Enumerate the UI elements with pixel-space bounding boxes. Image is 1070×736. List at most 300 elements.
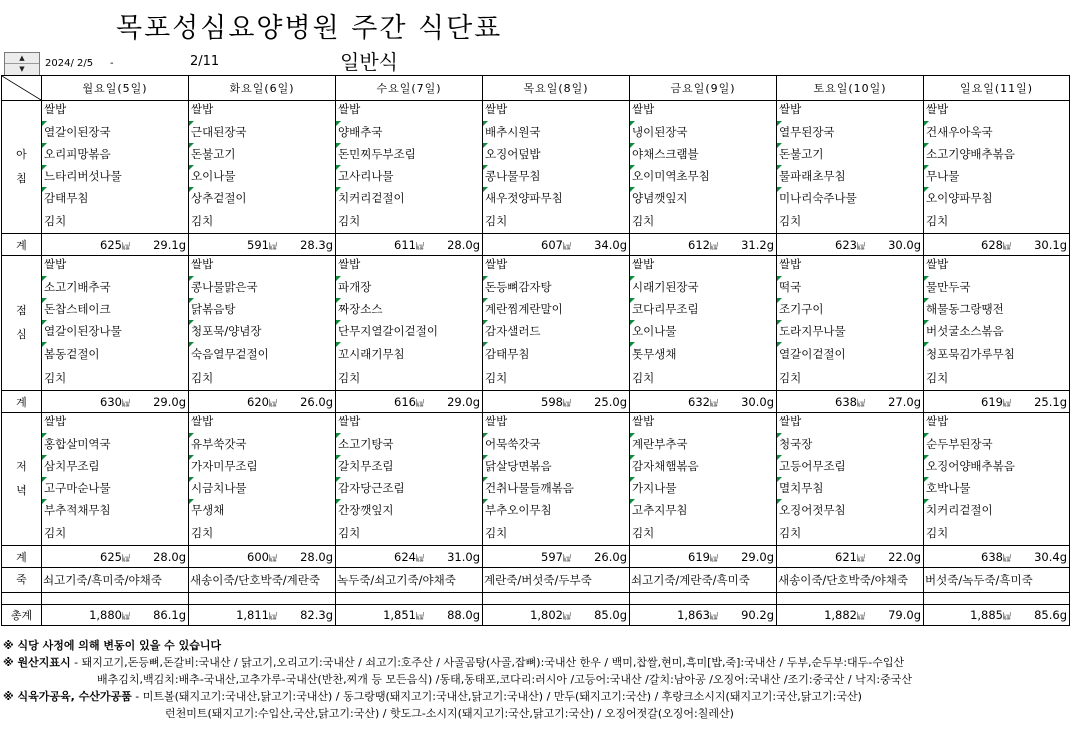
day-header: 화요일(6일): [189, 76, 336, 101]
kcal-value: [688, 395, 718, 409]
menu-item: 소고기배추국: [42, 276, 188, 298]
protein-value: 29.0g: [153, 394, 186, 409]
kcal-number: 616: [394, 394, 416, 409]
kcal-unit: ㎉: [122, 553, 130, 563]
total-kcal: [677, 608, 718, 622]
kcal-unit: ㎉: [416, 553, 424, 563]
kcal-value: [835, 395, 865, 409]
breakfast-cell: [189, 101, 336, 234]
kcal-value: [247, 550, 277, 564]
dinner-sum-cell: [42, 546, 189, 568]
protein-value: 31.0g: [447, 549, 480, 564]
lunch-sum-row: [2, 391, 1070, 413]
protein-value: 31.2g: [741, 237, 774, 252]
spacer-cell: [336, 593, 483, 605]
menu-item: 갈치무조림: [336, 455, 482, 477]
porridge-cell: [630, 568, 777, 593]
menu-item: 콩나물맑은국: [189, 276, 335, 298]
sum-values: [630, 547, 776, 567]
kcal-unit: ㎉: [269, 553, 277, 563]
breakfast-sum-row: [2, 234, 1070, 256]
breakfast-sum-cell: [42, 234, 189, 256]
kcal-unit: ㎉: [563, 553, 571, 563]
porridge-text: 새송이죽/단호박죽/야채죽: [778, 573, 908, 587]
menu-item: 닭살당면볶음: [483, 455, 629, 477]
kcal-unit: ㎉: [1003, 241, 1011, 251]
day-header: 금요일(9일): [630, 76, 777, 101]
total-protein: 88.0g: [447, 608, 480, 622]
menu-item: 고사리나물: [336, 165, 482, 187]
total-values: [924, 605, 1069, 625]
total-kcal-number: 1,885: [970, 608, 1003, 622]
menu-item: 돈불고기: [777, 143, 923, 165]
menu-item: 쌀밥: [485, 102, 508, 116]
kcal-number: 612: [688, 237, 710, 252]
menu-item: 건새우아욱국: [924, 121, 1069, 143]
lunch-sum-cell: [483, 391, 630, 413]
date-to: 2/11: [190, 54, 220, 69]
total-kcal-number: 1,811: [236, 608, 269, 622]
kcal-unit: ㎉: [122, 241, 130, 251]
kcal-number: 600: [247, 549, 269, 564]
day-header: 일요일(11일): [924, 76, 1070, 101]
kcal-unit: ㎉: [710, 398, 718, 408]
processed-line: ※ 식육가공육, 수산가공품 - 미트볼(돼지고기:국내산,닭고기:국내산) / 동그랑땡(돼지고기:국내산,닭고기:국내산) / 만두(돼지고기:국산) / 후랑크소시지(돼지고기:국산,닭고기:국산): [3, 690, 862, 703]
sum-values: [777, 235, 923, 255]
menu-item: 해물동그랑땡전: [924, 298, 1069, 320]
kcal-unit: ㎉: [269, 241, 277, 251]
day-header: 목요일(8일): [483, 76, 630, 101]
menu-item: 가자미무조림: [189, 455, 335, 477]
menu-item: 김치: [191, 371, 214, 385]
lunch-sum-cell: [777, 391, 924, 413]
porridge-cell: [483, 568, 630, 593]
menu-item: 봄동겉절이: [42, 342, 188, 366]
dinner-sum-cell: [336, 546, 483, 568]
total-cell: [777, 605, 924, 626]
total-kcal: [970, 608, 1011, 622]
total-cell: [630, 605, 777, 626]
menu-item: 오리피망볶음: [42, 143, 188, 165]
menu-item: 야채스크램블: [630, 143, 776, 165]
weekly-menu-table: [1, 75, 1070, 626]
kcal-number: 597: [541, 549, 563, 564]
menu-item: 톳무생채: [630, 342, 776, 366]
total-cell: [483, 605, 630, 626]
protein-value: 30.4g: [1034, 549, 1067, 564]
sum-values: [336, 235, 482, 255]
kcal-unit: ㎉: [416, 241, 424, 251]
kcal-unit: ㎉: [122, 398, 130, 408]
kcal-number: 619: [981, 394, 1003, 409]
lunch-sum-cell: [336, 391, 483, 413]
sum-values: [42, 235, 188, 255]
menu-item: 치커리겉절이: [336, 187, 482, 209]
menu-item: 쌀밥: [44, 102, 67, 116]
menu-item: 김치: [485, 371, 508, 385]
total-kcal: [824, 608, 865, 622]
kcal-unit: ㎉: [1003, 553, 1011, 563]
kcal-value: [247, 395, 277, 409]
total-values: [483, 605, 629, 625]
porridge-text: 버섯죽/녹두죽/흑미죽: [925, 573, 1033, 587]
menu-item: 쌀밥: [779, 414, 802, 428]
corner-cell: [2, 76, 42, 101]
menu-item: 돈불고기: [189, 143, 335, 165]
menu-item: 감자당근조림: [336, 477, 482, 499]
lunch-label-char: 점: [16, 304, 27, 317]
menu-item: 부추오이무침: [483, 499, 629, 521]
kcal-unit: ㎉: [710, 612, 718, 621]
porridge-row: [2, 568, 1070, 593]
lunch-cell: [630, 256, 777, 391]
kcal-number: 607: [541, 237, 563, 252]
breakfast-cell: [483, 101, 630, 234]
protein-value: 28.0g: [300, 549, 333, 564]
page-title: 목포성심요양병원 주간 식단표: [116, 13, 503, 44]
kcal-unit: ㎉: [710, 553, 718, 563]
dinner-cell: [630, 413, 777, 546]
menu-item: 쌀밥: [632, 102, 655, 116]
kcal-value: [541, 238, 571, 252]
dinner-label: [2, 413, 42, 546]
kcal-number: 620: [247, 394, 269, 409]
protein-value: 26.0g: [594, 549, 627, 564]
notes: [3, 637, 1069, 722]
dinner-label-char: 녁: [16, 484, 27, 497]
menu-item: 오이미역초무침: [630, 165, 776, 187]
porridge-cell: [42, 568, 189, 593]
total-protein: 82.3g: [300, 608, 333, 622]
kcal-number: 624: [394, 549, 416, 564]
dinner-cell: [924, 413, 1070, 546]
menu-item: 소고기양배추볶음: [924, 143, 1069, 165]
protein-value: 30.1g: [1034, 237, 1067, 252]
menu-item: 김치: [44, 214, 67, 228]
menu-item: 어묵쑥갓국: [483, 433, 629, 455]
menu-item: 간장깻잎지: [336, 499, 482, 521]
spacer-cell: [42, 593, 189, 605]
dinner-cell: [777, 413, 924, 546]
kcal-value: [981, 395, 1011, 409]
menu-item: 물파래초무침: [777, 165, 923, 187]
menu-item: 코다리무조림: [630, 298, 776, 320]
breakfast-cell: [42, 101, 189, 234]
protein-value: 29.0g: [741, 549, 774, 564]
menu-item: 오이양파무침: [924, 187, 1069, 209]
menu-item: 열무된장국: [777, 121, 923, 143]
menu-item: 쌀밥: [44, 414, 67, 428]
lunch-cell: [336, 256, 483, 391]
menu-item: 고구마순나물: [42, 477, 188, 499]
menu-item: 멸치무침: [777, 477, 923, 499]
protein-value: 27.0g: [888, 394, 921, 409]
dinner-cell: [189, 413, 336, 546]
kcal-number: 625: [100, 549, 122, 564]
kcal-value: [835, 550, 865, 564]
menu-item: 쌀밥: [338, 257, 361, 271]
menu-item: 김치: [44, 371, 67, 385]
lunch-label-char: 심: [16, 328, 27, 341]
kcal-number: 625: [100, 237, 122, 252]
lunch-row: [2, 256, 1070, 391]
kcal-value: [688, 238, 718, 252]
menu-item: 김치: [191, 214, 214, 228]
protein-value: 28.0g: [153, 549, 186, 564]
day-header-row: [2, 76, 1070, 101]
date-spinner[interactable]: [4, 52, 40, 76]
protein-value: 25.1g: [1034, 394, 1067, 409]
menu-item: 배추시원국: [483, 121, 629, 143]
menu-item: 돈찹스테이크: [42, 298, 188, 320]
kcal-unit: ㎉: [857, 398, 865, 408]
spin-down-button[interactable]: ▼: [19, 65, 25, 73]
kcal-value: [541, 550, 571, 564]
total-cell: [336, 605, 483, 626]
menu-item: 냉이된장국: [630, 121, 776, 143]
total-kcal-number: 1,802: [530, 608, 563, 622]
total-row: [2, 605, 1070, 626]
total-values: [189, 605, 335, 625]
lunch-cell: [189, 256, 336, 391]
processed-line-2: 런천미트(돼지고기:수입산,국산,닭고기:국산) / 핫도그-소시지(돼지고기:국산,닭고기:국산) / 오징어젓갈(오징어:칠레산): [165, 707, 734, 720]
menu-item: 감자채햄볶음: [630, 455, 776, 477]
dinner-sum-cell: [483, 546, 630, 568]
dinner-sum-row: [2, 546, 1070, 568]
sum-values: [777, 392, 923, 412]
kcal-value: [394, 395, 424, 409]
origin-line: ※ 원산지표시 - 돼지고기,돈등뼈,돈갈비:국내산 / 닭고기,오리고기:국내산 / 쇠고기:호주산 / 사골곰탕(사골,잡뼈):국내산 한우 / 백미,찹쌀,현미,흑미[밥,죽]:국내산 / 두부,순두부:대두-수입산: [3, 656, 905, 669]
menu-item: 쌀밥: [191, 414, 214, 428]
kcal-unit: ㎉: [1003, 612, 1011, 621]
kcal-value: [394, 238, 424, 252]
menu-item: 김치: [632, 371, 655, 385]
menu-item: 유부쑥갓국: [189, 433, 335, 455]
menu-item: 김치: [191, 526, 214, 540]
kcal-value: [100, 238, 130, 252]
breakfast-cell: [924, 101, 1070, 234]
menu-item: 부추적채무침: [42, 499, 188, 521]
menu-item: 김치: [779, 371, 802, 385]
protein-value: 25.0g: [594, 394, 627, 409]
menu-item: 감태무침: [42, 187, 188, 209]
sum-values: [336, 547, 482, 567]
sum-values: [42, 392, 188, 412]
lunch-cell: [483, 256, 630, 391]
menu-item: 고등어무조림: [777, 455, 923, 477]
kcal-number: 621: [835, 549, 857, 564]
day-header: 수요일(7일): [336, 76, 483, 101]
total-values: [630, 605, 776, 625]
menu-item: 쌀밥: [926, 257, 949, 271]
lunch-sum-cell: [189, 391, 336, 413]
kcal-value: [100, 550, 130, 564]
menu-item: 미나리숙주나물: [777, 187, 923, 209]
sum-label: 계: [2, 234, 42, 256]
menu-item: 오이나물: [189, 165, 335, 187]
menu-item: 쌀밥: [779, 102, 802, 116]
protein-value: 28.3g: [300, 237, 333, 252]
menu-item: 건취나물들깨볶음: [483, 477, 629, 499]
menu-item: 김치: [926, 214, 949, 228]
sum-label: 계: [2, 391, 42, 413]
menu-item: 짜장소스: [336, 298, 482, 320]
kcal-unit: ㎉: [563, 612, 571, 621]
total-protein: 79.0g: [888, 608, 921, 622]
dinner-sum-cell: [630, 546, 777, 568]
kcal-unit: ㎉: [416, 612, 424, 621]
menu-item: 청포묵/양념장: [189, 320, 335, 342]
total-kcal-number: 1,880: [89, 608, 122, 622]
porridge-cell: [777, 568, 924, 593]
breakfast-sum-cell: [336, 234, 483, 256]
menu-item: 시금치나물: [189, 477, 335, 499]
breakfast-sum-cell: [483, 234, 630, 256]
sum-values: [42, 547, 188, 567]
total-protein: 86.1g: [153, 608, 186, 622]
menu-item: 느타리버섯나물: [42, 165, 188, 187]
menu-item: 조기구이: [777, 298, 923, 320]
date-separator: -: [110, 58, 114, 69]
menu-item: 돈등뼈감자탕: [483, 276, 629, 298]
menu-item: 쌀밥: [926, 102, 949, 116]
kcal-number: 611: [394, 237, 416, 252]
total-values: [42, 605, 188, 625]
dinner-sum-cell: [924, 546, 1070, 568]
spacer-cell: [2, 593, 42, 605]
menu-item: 오징어양배추볶음: [924, 455, 1069, 477]
menu-item: 삼치무조림: [42, 455, 188, 477]
porridge-cell: [924, 568, 1070, 593]
lunch-sum-cell: [630, 391, 777, 413]
menu-item: 쌀밥: [191, 102, 214, 116]
lunch-sum-cell: [42, 391, 189, 413]
kcal-number: 638: [981, 549, 1003, 564]
menu-item: 김치: [779, 526, 802, 540]
menu-item: 물만두국: [924, 276, 1069, 298]
sum-values: [189, 235, 335, 255]
menu-item: 단무지열갈이겉절이: [336, 320, 482, 342]
menu-item: 감자샐러드: [483, 320, 629, 342]
total-protein: 85.0g: [594, 608, 627, 622]
menu-item: 쌀밥: [485, 257, 508, 271]
day-header: 토요일(10일): [777, 76, 924, 101]
menu-item: 오징어젓무침: [777, 499, 923, 521]
total-kcal: [383, 608, 424, 622]
spacer-cell: [189, 593, 336, 605]
menu-item: 시래기된장국: [630, 276, 776, 298]
spacer-cell: [924, 593, 1070, 605]
kcal-number: 619: [688, 549, 710, 564]
total-cell: [924, 605, 1070, 626]
menu-item: 새우젓양파무침: [483, 187, 629, 209]
menu-item: 쌀밥: [779, 257, 802, 271]
kcal-unit: ㎉: [269, 398, 277, 408]
menu-item: 버섯굴소스볶음: [924, 320, 1069, 342]
breakfast-cell: [777, 101, 924, 234]
menu-item: 계란부추국: [630, 433, 776, 455]
menu-item: 소고기탕국: [336, 433, 482, 455]
spacer-row: [2, 593, 1070, 605]
menu-item: 파개장: [336, 276, 482, 298]
menu-item: 오이나물: [630, 320, 776, 342]
porridge-text: 녹두죽/쇠고기죽/야채죽: [337, 573, 456, 587]
breakfast-sum-cell: [924, 234, 1070, 256]
kcal-unit: ㎉: [857, 612, 865, 621]
menu-item: 양배추국: [336, 121, 482, 143]
sum-values: [189, 392, 335, 412]
breakfast-cell: [336, 101, 483, 234]
kcal-value: [541, 395, 571, 409]
menu-item: 쌀밥: [632, 257, 655, 271]
menu-item: 홍합살미역국: [42, 433, 188, 455]
kcal-unit: ㎉: [122, 612, 130, 621]
total-kcal-number: 1,863: [677, 608, 710, 622]
day-header: 월요일(5일): [42, 76, 189, 101]
porridge-text: 쇠고기죽/흑미죽/야채죽: [43, 573, 162, 587]
menu-item: 가지나물: [630, 477, 776, 499]
sum-values: [924, 547, 1069, 567]
menu-item: 쌀밥: [926, 414, 949, 428]
breakfast-label-char: 침: [16, 172, 27, 185]
protein-value: 28.0g: [447, 237, 480, 252]
total-values: [777, 605, 923, 625]
menu-item: 김치: [338, 526, 361, 540]
total-kcal-number: 1,882: [824, 608, 857, 622]
lunch-cell: [42, 256, 189, 391]
protein-value: 26.0g: [300, 394, 333, 409]
menu-item: 쌀밥: [44, 257, 67, 271]
spin-up-button[interactable]: ▲: [5, 53, 39, 64]
sum-values: [630, 235, 776, 255]
menu-item: 호박나물: [924, 477, 1069, 499]
lunch-sum-cell: [924, 391, 1070, 413]
breakfast-sum-cell: [189, 234, 336, 256]
spacer-cell: [630, 593, 777, 605]
menu-item: 무나물: [924, 165, 1069, 187]
menu-item: 김치: [338, 214, 361, 228]
breakfast-label-char: 아: [16, 148, 27, 161]
menu-item: 상추겉절이: [189, 187, 335, 209]
menu-item: 열갈이겉절이: [777, 342, 923, 366]
menu-item: 김치: [485, 526, 508, 540]
menu-item: 김치: [485, 214, 508, 228]
sum-values: [336, 392, 482, 412]
menu-item: 감태무침: [483, 342, 629, 366]
total-kcal: [530, 608, 571, 622]
kcal-unit: ㎉: [269, 612, 277, 621]
menu-item: 쌀밥: [338, 414, 361, 428]
porridge-text: 계란죽/버섯죽/두부죽: [484, 573, 592, 587]
menu-item: 양념깻잎지: [630, 187, 776, 209]
sum-values: [483, 235, 629, 255]
menu-item: 김치: [632, 214, 655, 228]
breakfast-sum-cell: [630, 234, 777, 256]
menu-item: 고추지무침: [630, 499, 776, 521]
sum-values: [630, 392, 776, 412]
menu-item: 계란찜계란말이: [483, 298, 629, 320]
total-cell: [189, 605, 336, 626]
origin-line-2: 배추김치,백김치:배추-국내산,고추가루-국내산(반찬,찌개 등 모든음식) /동태,동태포,코다리:러시아 /고등어:국내산 /갈치:남아공 /오징어:국내산 /조기:중국산 / 낙지:중국산: [97, 673, 912, 686]
dinner-sum-cell: [777, 546, 924, 568]
kcal-value: [688, 550, 718, 564]
porridge-text: 쇠고기죽/계란죽/흑미죽: [631, 573, 750, 587]
spacer-cell: [483, 593, 630, 605]
lunch-label: [2, 256, 42, 391]
menu-item: 김치: [338, 371, 361, 385]
menu-item: 김치: [44, 526, 67, 540]
menu-item: 쌀밥: [485, 414, 508, 428]
